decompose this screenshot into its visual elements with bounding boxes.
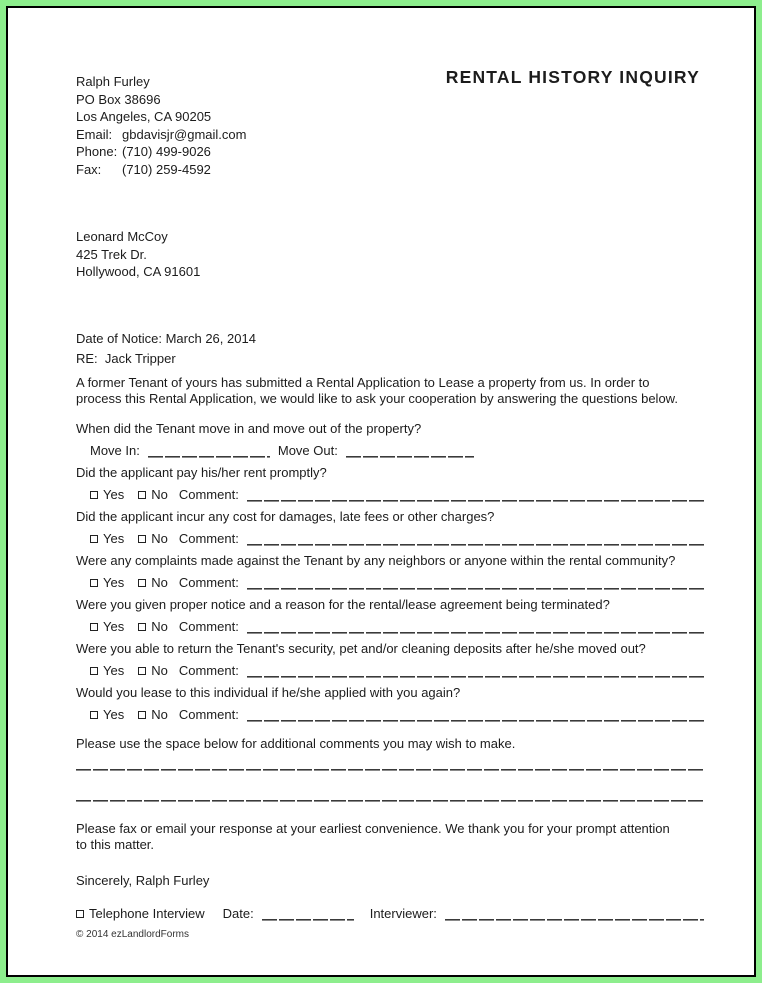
interview-date-label: Date: bbox=[222, 906, 254, 921]
no-label: No bbox=[151, 487, 168, 502]
question-text: Did the applicant incur any cost for damages, late fees or other charges? bbox=[76, 508, 495, 524]
question-text: Were you given proper notice and a reason for the rental/lease agreement being terminated? bbox=[76, 596, 610, 612]
closing-line-2: to this matter. bbox=[76, 837, 155, 852]
comment-label: Comment: bbox=[178, 487, 239, 502]
comment-line[interactable] bbox=[247, 707, 704, 722]
sender-name: Ralph Furley bbox=[76, 74, 150, 89]
recipient-address1: 425 Trek Dr. bbox=[76, 246, 147, 262]
no-label: No bbox=[151, 575, 168, 590]
interview-date-line[interactable] bbox=[262, 906, 354, 921]
yes-label: Yes bbox=[103, 619, 125, 634]
yes-checkbox[interactable] bbox=[90, 667, 98, 675]
comment-label: Comment: bbox=[178, 531, 239, 546]
yes-label: Yes bbox=[103, 707, 125, 722]
yes-label: Yes bbox=[103, 487, 125, 502]
additional-comments-line-1[interactable] bbox=[76, 769, 704, 771]
no-label: No bbox=[151, 531, 168, 546]
fax-label: Fax: bbox=[76, 161, 102, 177]
move-in-out-row bbox=[76, 440, 704, 462]
no-checkbox[interactable] bbox=[138, 667, 146, 675]
yes-no-comment-row bbox=[76, 528, 704, 550]
intro-line-1: A former Tenant of yours has submitted a Rental Application to Lease a property from us. In order to bbox=[76, 374, 650, 390]
comment-line[interactable] bbox=[247, 575, 704, 590]
telephone-interview-checkbox[interactable] bbox=[76, 910, 84, 918]
question-text: Were you able to return the Tenant's security, pet and/or cleaning deposits after he/she moved out? bbox=[76, 640, 646, 656]
no-checkbox[interactable] bbox=[138, 491, 146, 499]
sender-email-line bbox=[76, 126, 704, 144]
signature-line: Sincerely, Ralph Furley bbox=[76, 872, 210, 888]
comment-line[interactable] bbox=[247, 487, 704, 502]
telephone-interview-label: Telephone Interview bbox=[89, 906, 205, 921]
no-label: No bbox=[151, 619, 168, 634]
yes-checkbox[interactable] bbox=[90, 491, 98, 499]
intro-paragraph bbox=[76, 375, 704, 408]
no-checkbox[interactable] bbox=[138, 711, 146, 719]
yes-checkbox[interactable] bbox=[90, 711, 98, 719]
sender-phone-line bbox=[76, 143, 704, 161]
move-in-label: Move In: bbox=[90, 443, 140, 458]
phone-value: (710) 499-9026 bbox=[122, 144, 211, 159]
sender-address1: PO Box 38696 bbox=[76, 91, 161, 107]
comment-label: Comment: bbox=[178, 619, 239, 634]
move-in-line[interactable] bbox=[148, 443, 270, 458]
recipient-address2: Hollywood, CA 91601 bbox=[76, 264, 201, 279]
no-label: No bbox=[151, 707, 168, 722]
move-out-line[interactable] bbox=[346, 443, 474, 458]
sender-block bbox=[76, 73, 704, 178]
email-value: gbdavisjr@gmail.com bbox=[122, 126, 247, 142]
notice-block bbox=[76, 329, 704, 369]
yes-no-comment-row bbox=[76, 704, 704, 726]
yes-checkbox[interactable] bbox=[90, 579, 98, 587]
comment-label: Comment: bbox=[178, 663, 239, 678]
yes-label: Yes bbox=[103, 575, 125, 590]
interviewer-label: Interviewer: bbox=[369, 906, 437, 921]
yes-checkbox[interactable] bbox=[90, 623, 98, 631]
question-text: Would you lease to this individual if he/she applied with you again? bbox=[76, 684, 461, 700]
intro-line-2: process this Rental Application, we would like to ask your cooperation by answering the questions below. bbox=[76, 391, 678, 406]
telephone-interview-row bbox=[76, 903, 704, 925]
comment-line[interactable] bbox=[247, 619, 704, 634]
comment-label: Comment: bbox=[178, 575, 239, 590]
no-checkbox[interactable] bbox=[138, 535, 146, 543]
phone-label: Phone: bbox=[76, 144, 118, 159]
copyright-notice: © 2014 ezLandlordForms bbox=[76, 928, 189, 940]
yes-no-comment-row bbox=[76, 660, 704, 682]
additional-comments-line-2[interactable] bbox=[76, 800, 704, 802]
yes-no-comment-row bbox=[76, 484, 704, 506]
move-out-label: Move Out: bbox=[277, 443, 338, 458]
closing-line-1: Please fax or email your response at your earliest convenience. We thank you for your prompt attention bbox=[76, 820, 670, 836]
yes-no-comment-row bbox=[76, 616, 704, 638]
recipient-block bbox=[76, 228, 704, 281]
document-page bbox=[6, 6, 756, 977]
question-text: Did the applicant pay his/her rent promptly? bbox=[76, 464, 327, 480]
no-checkbox[interactable] bbox=[138, 623, 146, 631]
yes-checkbox[interactable] bbox=[90, 535, 98, 543]
move-question: When did the Tenant move in and move out of the property? bbox=[76, 420, 422, 436]
yes-no-comment-row bbox=[76, 572, 704, 594]
comment-line[interactable] bbox=[247, 531, 704, 546]
closing-paragraph bbox=[76, 821, 704, 854]
date-of-notice: Date of Notice: March 26, 2014 bbox=[76, 330, 256, 346]
sender-fax-line bbox=[76, 161, 704, 179]
no-label: No bbox=[151, 663, 168, 678]
re-line: RE: Jack Tripper bbox=[76, 350, 176, 366]
no-checkbox[interactable] bbox=[138, 579, 146, 587]
email-label: Email: bbox=[76, 126, 113, 142]
sender-address2: Los Angeles, CA 90205 bbox=[76, 109, 212, 124]
recipient-name: Leonard McCoy bbox=[76, 229, 168, 244]
questions-section bbox=[76, 418, 704, 726]
fax-value: (710) 259-4592 bbox=[122, 161, 211, 177]
yes-label: Yes bbox=[103, 663, 125, 678]
yes-label: Yes bbox=[103, 531, 125, 546]
interviewer-line[interactable] bbox=[445, 906, 704, 921]
document-header bbox=[76, 67, 704, 178]
page-title: RENTAL HISTORY INQUIRY bbox=[445, 67, 700, 87]
comment-line[interactable] bbox=[247, 663, 704, 678]
additional-comments-label: Please use the space below for additional comments you may wish to make. bbox=[76, 735, 516, 751]
comment-label: Comment: bbox=[178, 707, 239, 722]
question-text: Were any complaints made against the Tenant by any neighbors or anyone within the rental community? bbox=[76, 552, 676, 568]
